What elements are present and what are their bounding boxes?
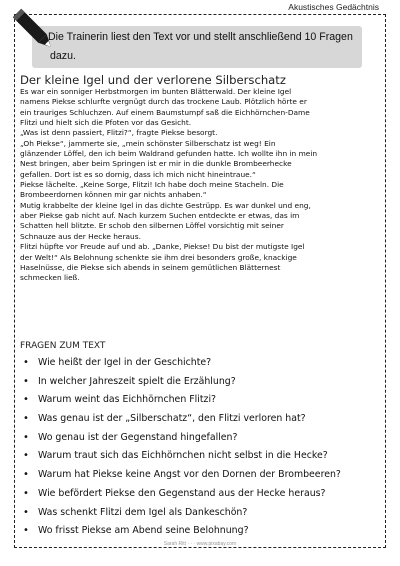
- bullet-icon: •: [23, 394, 29, 406]
- story-line: „Oh Piekse“, jammerte sie, „mein schönster Silberschatz ist weg! Ein: [20, 138, 276, 148]
- story-line: Schatten hell blitzte. Er schob den silbernen Löffel vorsichtig mit seiner: [20, 221, 284, 231]
- question-text: Was schenkt Flitzi dem Igel als Dankeschön?: [38, 506, 248, 518]
- story-line: aber Piekse gab nicht auf. Nach kurzem Suchen entdeckte er etwas, das im: [20, 211, 300, 221]
- bullet-icon: •: [23, 357, 29, 368]
- question-text: Wo frisst Piekse am Abend seine Belohnung?: [38, 525, 249, 537]
- story-line: der Welt!“ Als Belohnung schenkte sie ihm drei besonders große, knackige: [20, 252, 297, 262]
- question-text: Was genau ist der „Silberschatz“, den Flitzi verloren hat?: [38, 413, 306, 425]
- bullet-icon: •: [23, 506, 29, 518]
- question-item: [22, 410, 382, 429]
- story-title: Der kleine Igel und der verlorene Silberschatz: [20, 73, 286, 87]
- question-text: Warum weint das Eichhörnchen Flitzi?: [38, 394, 217, 406]
- bullet-icon: •: [23, 525, 29, 537]
- bullet-icon: •: [23, 431, 29, 443]
- question-text: Wie heißt der Igel in der Geschichte?: [38, 357, 212, 368]
- instruction-text: [48, 28, 364, 66]
- story-line: Haselnüsse, die Piekse sich abends in seinem gemütlichen Blätternest: [20, 262, 281, 272]
- story-line: Mutig krabbelte der kleine Igel in das dichte Gestrüpp. Es war dunkel und eng,: [20, 200, 311, 210]
- question-item: [22, 504, 382, 523]
- question-item: [22, 466, 382, 485]
- instruction-line-2: dazu.: [50, 50, 76, 62]
- category-label: Akustisches Gedächtnis: [285, 2, 382, 12]
- bullet-icon: •: [23, 413, 29, 425]
- story-line: gefallen. Dort ist es so dornig, dass ich mich nicht hineintraue.“: [20, 169, 256, 179]
- story-line: Brombeerdornen können mir gar nichts anhaben.“: [20, 190, 207, 200]
- question-item: [22, 485, 382, 504]
- story-line: „Was ist denn passiert, Flitzi?“, fragte Piekse besorgt.: [20, 128, 218, 138]
- story-line: Nest bringen, aber beim Springen ist er mir in die dunkle Brombeerhecke: [20, 159, 292, 169]
- question-item: [22, 522, 382, 541]
- question-list: [22, 354, 382, 541]
- question-item: [22, 373, 382, 392]
- story-line: namens Piekse schlurfte vergnügt durch das trockene Laub. Plötzlich hörte er: [20, 97, 307, 107]
- bullet-icon: •: [23, 450, 29, 462]
- story-line: Schnauze aus der Hecke heraus.: [20, 231, 141, 241]
- question-text: In welcher Jahreszeit spielt die Erzählung?: [38, 375, 236, 387]
- question-item: [22, 447, 382, 466]
- story-line: Flitzi und hielt sich die Pfoten vor das Gesicht.: [20, 118, 192, 128]
- question-item: [22, 429, 382, 448]
- bullet-icon: •: [23, 375, 29, 387]
- bullet-icon: •: [23, 469, 29, 481]
- bullet-icon: •: [23, 487, 29, 499]
- story-line: ein trauriges Schluchzen. Auf einem Baumstumpf saß die Eichhörnchen-Dame: [20, 107, 310, 117]
- question-text: Warum hat Piekse keine Angst vor den Dornen der Brombeeren?: [38, 469, 341, 481]
- story-line: Flitzi hüpfte vor Freude auf und ab. „Danke, Piekse! Du bist der mutigste Igel: [20, 242, 305, 252]
- question-item: [22, 354, 382, 373]
- story-line: glänzender Löffel, den ich beim Waldrand gefunden hatte. Ich wollte ihn in mein: [20, 149, 318, 159]
- story-line: Piekse lächelte. „Keine Sorge, Flitzi! Ich habe doch meine Stacheln. Die: [20, 180, 284, 190]
- story-line: schmecken ließ.: [20, 273, 80, 283]
- image-credit: Sarah Ritt · · · www.pixabay.com: [163, 541, 237, 547]
- story-line: Es war ein sonniger Herbstmorgen im bunten Blätterwald. Der kleine Igel: [20, 87, 292, 96]
- question-text: Wie befördert Piekse den Gegenstand aus der Hecke heraus?: [38, 487, 326, 499]
- instruction-line-1: Die Trainerin liest den Text vor und stellt anschließend 10 Fragen: [48, 31, 353, 43]
- question-item: [22, 391, 382, 410]
- question-text: Wo genau ist der Gegenstand hingefallen?: [38, 431, 238, 443]
- questions-heading: FRAGEN ZUM TEXT: [20, 341, 106, 351]
- question-text: Warum traut sich das Eichhörnchen nicht selbst in die Hecke?: [38, 450, 328, 462]
- story-text: [20, 87, 382, 284]
